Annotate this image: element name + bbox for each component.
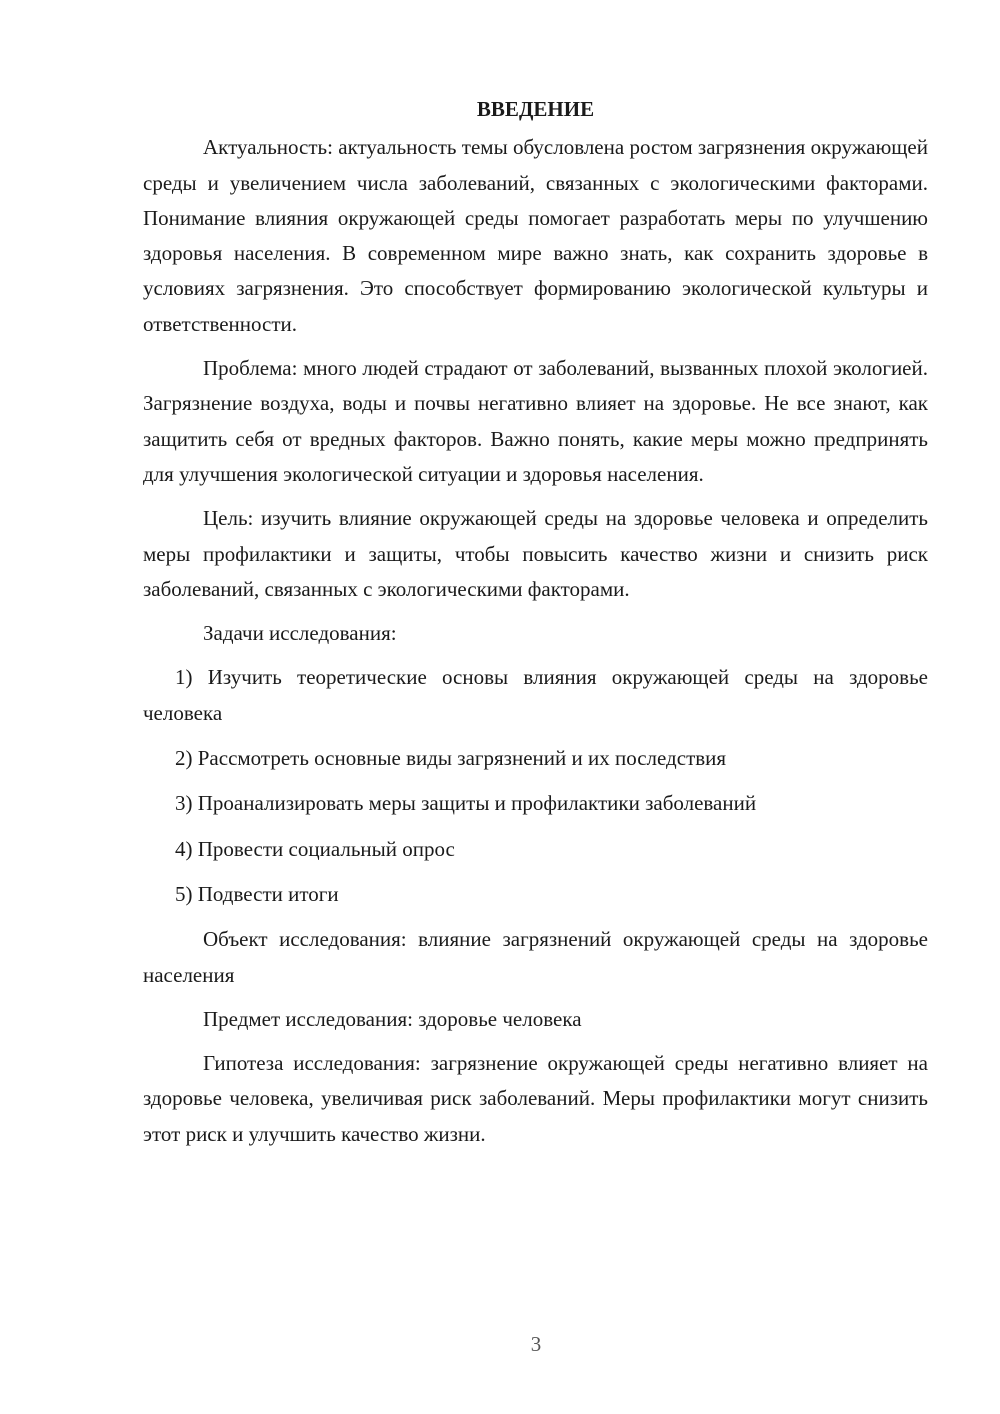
tasks-list [143, 660, 928, 912]
document-page [143, 92, 928, 1161]
goal-paragraph: Цель: изучить влияние окружающей среды на здоровье человека и определить меры профилактики и защиты, чтобы повысить качество жизни и снизить риск заболеваний, связанных с экологическими факторами. [143, 506, 928, 601]
subject-paragraph: Предмет исследования: здоровье человека [203, 1006, 582, 1031]
problem-paragraph: Проблема: много людей страдают от заболеваний, вызванных плохой экологией. Загрязнение воздуха, воды и почвы негативно влияет на здоровье. Не все знают, как защитить себя от вредных факторов. Важно понять, какие меры можно предпринять для улучшения экологической ситуации и здоровья населения. [143, 356, 928, 486]
task-item-3: 3) Проанализировать меры защиты и профилактики заболеваний [175, 791, 757, 816]
tasks-intro: Задачи исследования: [203, 621, 397, 646]
relevance-paragraph: Актуальность: актуальность темы обусловлена ростом загрязнения окружающей среды и увеличением числа заболеваний, связанных с экологическими факторами. Понимание влияния окружающей среды помогает разработать меры по улучшению здоровья населения. В современном мире важно знать, как сохранить здоровье в условиях загрязнения. Это способствует формированию экологической культуры и ответственности. [143, 135, 928, 336]
task-item-4: 4) Провести социальный опрос [175, 836, 455, 861]
hypothesis-paragraph: Гипотеза исследования: загрязнение окружающей среды негативно влияет на здоровье человека, увеличивая риск заболеваний. Меры профилактики могут снизить этот риск и улучшить качество жизни. [143, 1051, 928, 1146]
page-number: 3 [530, 1332, 542, 1356]
object-paragraph: Объект исследования: влияние загрязнений окружающей среды на здоровье населения [143, 927, 928, 987]
task-item-5: 5) Подвести итоги [175, 881, 339, 906]
task-item-1: 1) Изучить теоретические основы влияния окружающей среды на здоровье человека [143, 665, 928, 725]
task-item-2: 2) Рассмотреть основные виды загрязнений и их последствия [175, 746, 727, 771]
section-heading: ВВЕДЕНИЕ [476, 97, 595, 121]
